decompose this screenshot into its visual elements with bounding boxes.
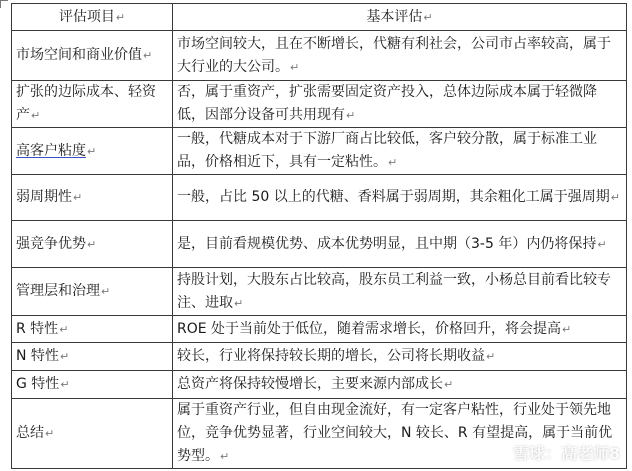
snowball-logo-icon xyxy=(489,442,509,462)
assessment-cell: 否，属于重资产，扩张需要固定资产投入，总体边际成本属于轻微降低，因部分设备可共用现有↵ xyxy=(173,81,627,128)
snowball-watermark xyxy=(489,439,620,465)
table-row xyxy=(12,31,627,81)
assessment-cell: 总资产将保持较慢增长，主要来源内部成长↵ xyxy=(173,371,627,399)
assessment-cell: 一般，占比 50 以上的代糖、香料属于弱周期，其余粗化工属于强周期↵ xyxy=(173,175,627,221)
assessment-cell: 一般，代糖成本对于下游厂商占比较低，客户较分散，属于标准工业品，价格相近下，具有一定粘性。↵ xyxy=(173,128,627,175)
item-cell: 市场空间和商业价值↵ xyxy=(12,31,173,81)
table-row xyxy=(12,81,627,128)
table-row xyxy=(12,343,627,371)
header-item: 评估项目↵ xyxy=(12,4,173,31)
assessment-cell: 是，目前看规模优势、成本优势明显，且中期（3-5 年）内仍将保持↵ xyxy=(173,221,627,268)
item-cell: R 特性↵ xyxy=(12,316,173,343)
table-row xyxy=(12,221,627,268)
table-header-row xyxy=(12,4,627,31)
watermark-text: 雪球：高老师8 xyxy=(513,443,621,463)
item-cell: 扩张的边际成本、轻资产↵ xyxy=(12,81,173,128)
item-cell: N 特性↵ xyxy=(12,343,173,371)
table-row xyxy=(12,268,627,316)
header-assessment: 基本评估↵ xyxy=(173,4,627,31)
table-row xyxy=(12,371,627,399)
table-row xyxy=(12,175,627,221)
item-cell: G 特性↵ xyxy=(12,371,173,399)
assessment-cell: 持股计划，大股东占比较高，股东员工利益一致，小杨总目前看比较专注、进取↵ xyxy=(173,268,627,316)
item-cell: 弱周期性↵ xyxy=(12,175,173,221)
item-cell: 强竞争优势↵ xyxy=(12,221,173,268)
evaluation-table xyxy=(11,3,627,469)
assessment-cell: 市场空间较大，且在不断增长，代糖有利社会，公司市占率较高，属于大行业的大公司。↵ xyxy=(173,31,627,81)
item-cell: 高客户粘度↵ xyxy=(12,128,173,175)
item-cell: 总结↵ xyxy=(12,399,173,469)
table-corner-mark xyxy=(0,0,8,8)
item-cell: 管理层和治理↵ xyxy=(12,268,173,316)
assessment-cell: 较长，行业将保持较长期的增长，公司将长期收益↵ xyxy=(173,343,627,371)
assessment-cell: ROE 处于当前处于低位，随着需求增长，价格回升，将会提高↵ xyxy=(173,316,627,343)
assessment-cell: 属于重资产行业，但自由现金流好，有一定客户粘性，行业处于领先地位，竞争优势显著，行业空间较大，N 较长、R 有望提高，属于当前优势型。↵ xyxy=(173,399,627,469)
table-row xyxy=(12,128,627,175)
table-row xyxy=(12,316,627,343)
